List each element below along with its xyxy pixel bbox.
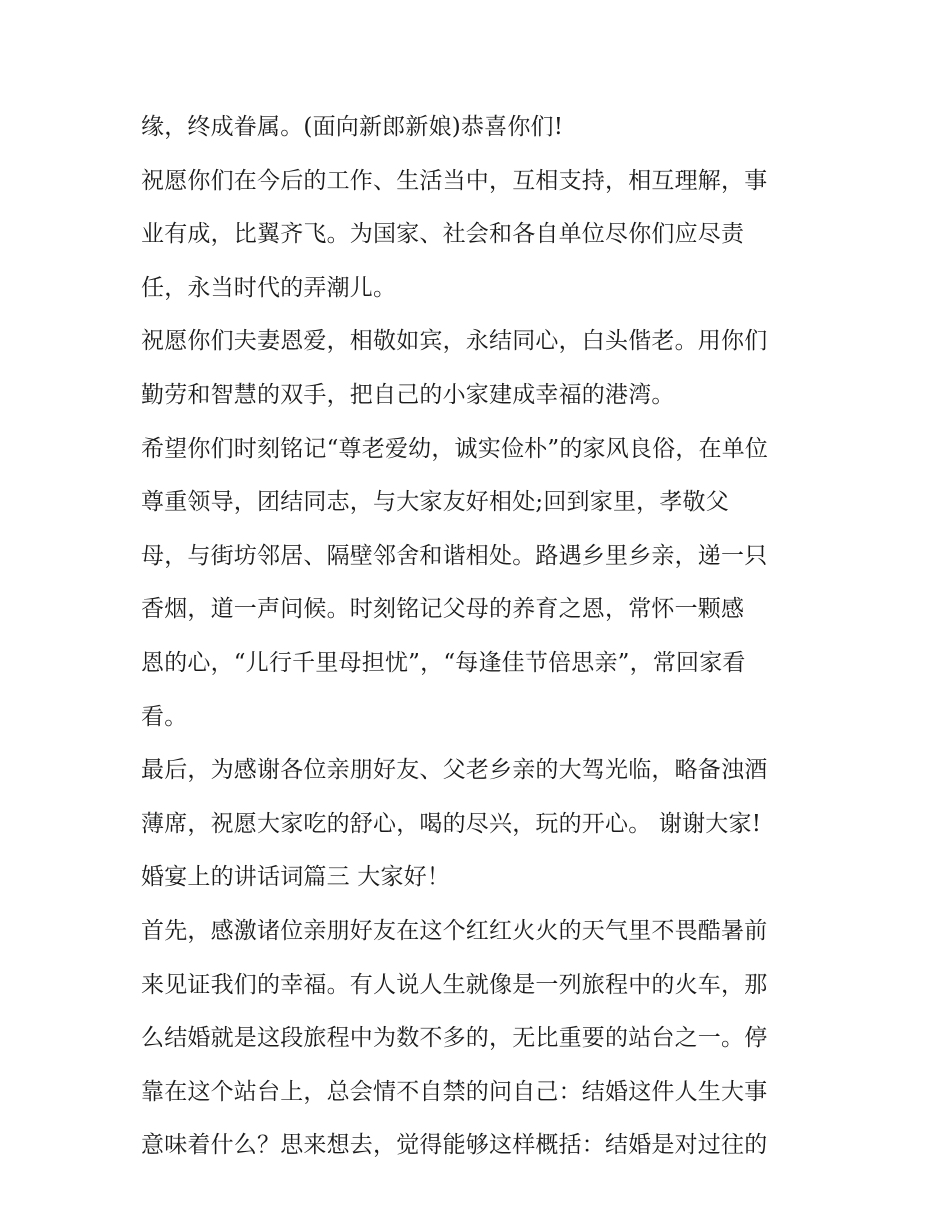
text-line: 意味着什么？思来想去，觉得能够这样概括：结婚是对过往的	[141, 1132, 768, 1159]
text-line: 靠在这个站台上，总会情不自禁的问自己：结婚这件人生大事	[141, 1078, 768, 1105]
text-line: 香烟，道一声问候。时刻铭记父母的养育之恩，常怀一颗感	[141, 596, 745, 623]
text-line: 最后，为感谢各位亲朋好友、父老乡亲的大驾光临，略备浊酒	[141, 757, 768, 784]
text-line: 勤劳和智慧的双手，把自己的小家建成幸福的港湾。	[141, 381, 675, 408]
text-line: 么结婚就是这段旅程中为数不多的，无比重要的站台之一。停	[141, 1025, 768, 1052]
text-line: 任，永当时代的弄潮儿。	[141, 274, 397, 301]
text-line: 来见证我们的幸福。有人说人生就像是一列旅程中的火车，那	[141, 971, 768, 998]
text-line: 薄席，祝愿大家吃的舒心，喝的尽兴，玩的开心。 谢谢大家!	[141, 810, 762, 837]
text-line: 祝愿你们在今后的工作、生活当中，互相支持，相互理解，事	[141, 167, 768, 194]
text-line: 首先，感激诸位亲朋好友在这个红红火火的天气里不畏酷暑前	[141, 917, 768, 944]
text-line: 尊重领导，团结同志，与大家友好相处;回到家里，孝敬父	[141, 489, 729, 516]
text-line: 业有成，比翼齐飞。为国家、社会和各自单位尽你们应尽责	[141, 221, 745, 248]
text-line: 看。	[141, 703, 188, 730]
text-line: 祝愿你们夫妻恩爱，相敬如宾，永结同心，白头偕老。用你们	[141, 328, 768, 355]
text-line: 缘，终成眷属。(面向新郎新娘)恭喜你们!	[141, 114, 564, 140]
section-heading: 婚宴上的讲话词篇三 大家好！	[141, 864, 451, 891]
text-line: 希望你们时刻铭记“尊老爱幼，诚实俭朴”的家风良俗，在单位	[141, 435, 769, 462]
text-line: 恩的心，“儿行千里母担忧”，“每逢佳节倍思亲”，常回家看	[141, 649, 746, 676]
speech-text	[141, 107, 821, 1179]
text-line: 母，与街坊邻居、隔壁邻舍和谐相处。路遇乡里乡亲，递一只	[141, 542, 768, 569]
